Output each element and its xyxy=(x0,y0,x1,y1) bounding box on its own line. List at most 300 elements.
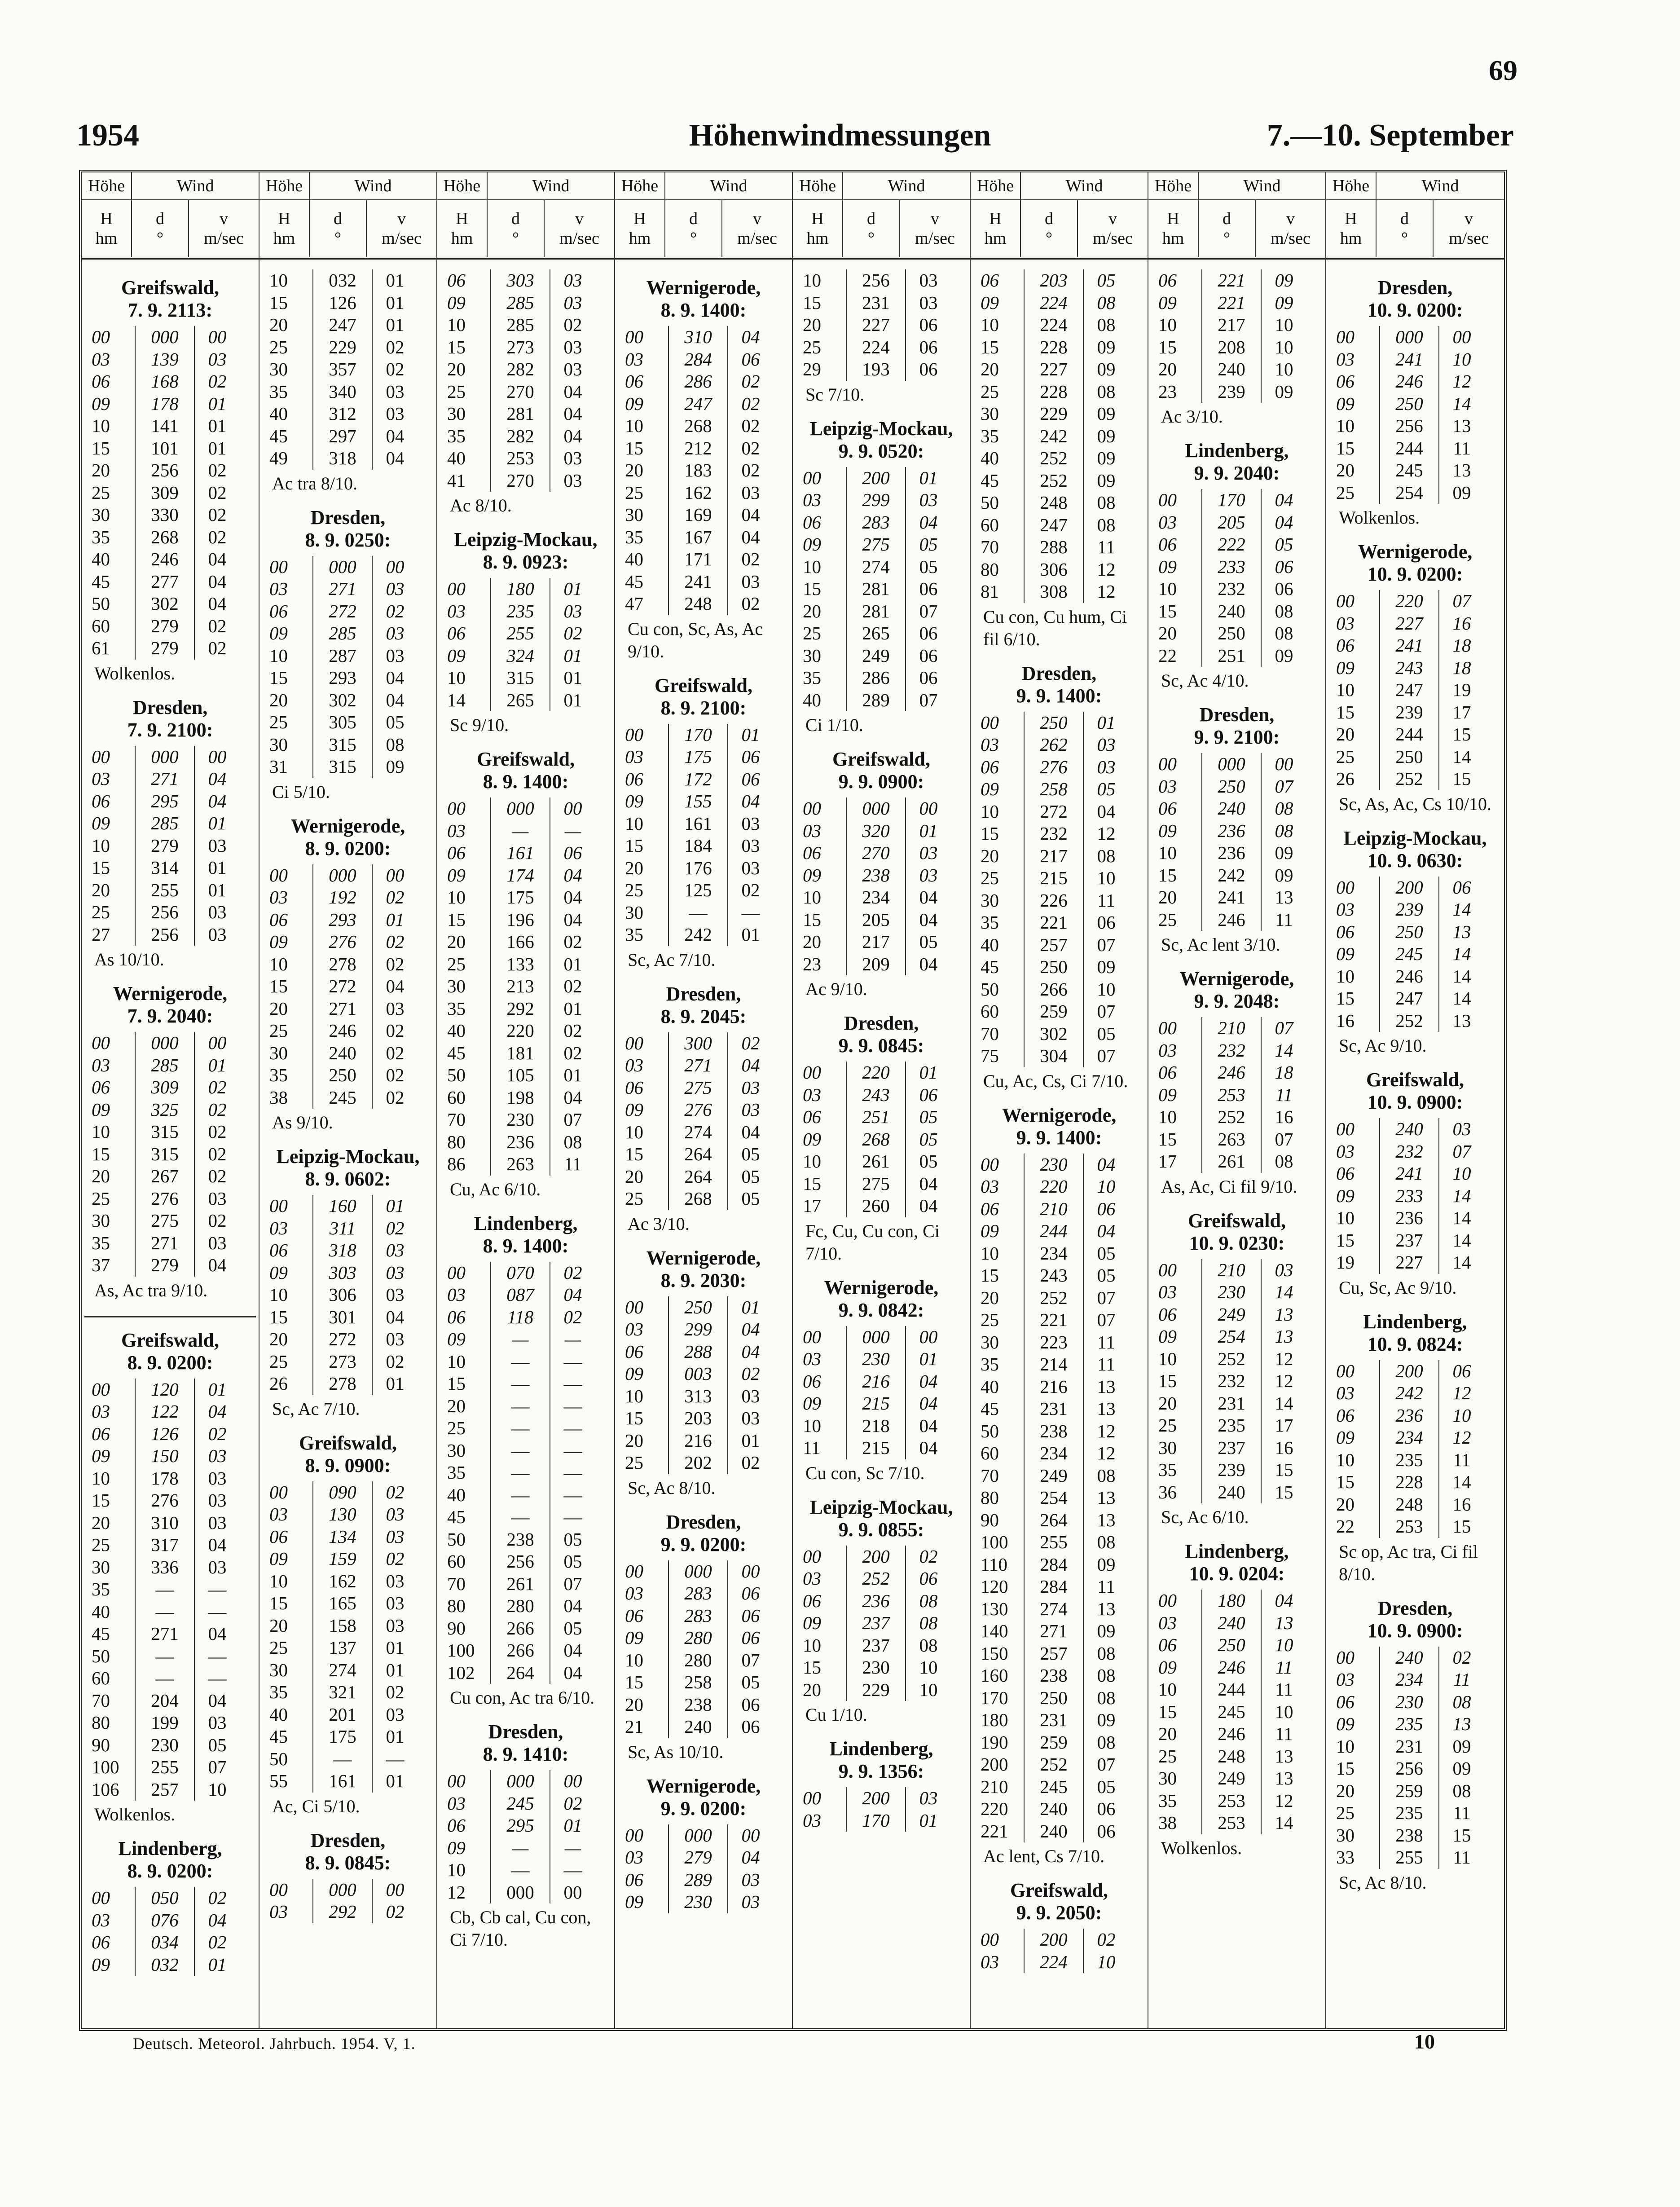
table-row xyxy=(90,1667,256,1690)
header-wind: Wind xyxy=(710,176,748,195)
height-cell: 03 xyxy=(1336,1141,1355,1162)
direction-cell: 231 xyxy=(1201,1392,1262,1415)
speed-cell: 10 xyxy=(1097,1951,1116,1972)
table-row xyxy=(801,292,967,314)
speed-cell: — xyxy=(563,1351,582,1372)
direction-cell: 268 xyxy=(668,415,728,437)
station-heading xyxy=(796,748,967,793)
table-row xyxy=(979,1798,1145,1820)
direction-cell: 165 xyxy=(312,1592,373,1615)
height-cell: 03 xyxy=(269,1504,288,1524)
table-row xyxy=(623,1869,789,1891)
measurement-rows xyxy=(445,797,611,1176)
height-cell: 75 xyxy=(981,1045,999,1066)
direction-cell: 315 xyxy=(312,756,373,778)
direction-cell: 266 xyxy=(490,1639,550,1662)
direction-cell: — xyxy=(135,1645,195,1668)
direction-cell: 265 xyxy=(490,689,550,712)
header-v-unit: m/sec xyxy=(915,229,955,248)
column-header xyxy=(793,172,970,260)
measurement-rows xyxy=(1334,590,1501,790)
height-cell: 60 xyxy=(981,514,999,535)
height-cell: 03 xyxy=(1158,775,1177,797)
direction-cell: 209 xyxy=(846,953,906,976)
speed-cell: 04 xyxy=(208,1255,227,1275)
table-row xyxy=(1334,612,1501,635)
station-date: 8. 9. 0200: xyxy=(127,1860,213,1882)
direction-cell: 267 xyxy=(135,1165,195,1188)
station-block xyxy=(1329,1311,1501,1586)
height-cell: 45 xyxy=(92,1623,110,1644)
table-row xyxy=(268,1659,434,1682)
speed-cell: 10 xyxy=(1275,336,1293,357)
footer-source: Deutsch. Meteorol. Jahrbuch. 1954. V, 1. xyxy=(133,2035,416,2053)
speed-cell: 18 xyxy=(1452,657,1471,678)
direction-cell: 249 xyxy=(846,645,906,667)
height-cell: 16 xyxy=(1336,1010,1355,1031)
station-block xyxy=(618,674,789,971)
height-cell: 25 xyxy=(981,381,999,402)
direction-cell: 243 xyxy=(1024,1264,1084,1287)
measurement-rows xyxy=(90,746,256,946)
table-row xyxy=(801,797,967,820)
height-cell: 00 xyxy=(625,1824,643,1846)
height-cell: 45 xyxy=(269,1726,288,1747)
direction-cell: — xyxy=(490,1462,550,1484)
height-cell: 09 xyxy=(269,1262,288,1283)
height-cell: 10 xyxy=(803,1151,821,1172)
station-date: 9. 9. 0900: xyxy=(838,771,924,793)
speed-cell: 04 xyxy=(386,976,405,996)
speed-cell: 14 xyxy=(1452,965,1471,987)
direction-cell: 321 xyxy=(312,1681,373,1704)
direction-cell: 280 xyxy=(490,1595,550,1617)
height-cell: 09 xyxy=(981,292,999,313)
table-row xyxy=(623,1694,789,1716)
header-hoehe: Höhe xyxy=(259,172,310,199)
table-row xyxy=(979,1220,1145,1242)
table-row xyxy=(1334,746,1501,768)
speed-cell: 04 xyxy=(208,549,227,569)
measurement-rows xyxy=(90,1032,256,1277)
height-cell: 06 xyxy=(1158,1062,1177,1083)
table-row xyxy=(979,1929,1145,1951)
height-cell: 00 xyxy=(447,1771,466,1791)
height-cell: 10 xyxy=(1158,1106,1177,1127)
table-row xyxy=(623,1318,789,1341)
table-row xyxy=(801,358,967,381)
height-cell: 20 xyxy=(92,1512,110,1533)
table-row xyxy=(1334,1736,1501,1758)
direction-cell: 000 xyxy=(135,326,195,348)
table-row xyxy=(1157,1062,1323,1084)
table-row xyxy=(979,425,1145,448)
speed-cell: 13 xyxy=(1275,1326,1293,1347)
speed-cell: 00 xyxy=(386,556,405,577)
measurement-rows xyxy=(801,1062,967,1217)
station-date: 9. 9. 1400: xyxy=(1016,1126,1102,1149)
station-heading xyxy=(1151,968,1323,1013)
table-row xyxy=(1334,1405,1501,1427)
cloud-note: Ci 5/10. xyxy=(272,781,330,802)
direction-cell: 236 xyxy=(490,1131,550,1154)
speed-cell: 05 xyxy=(919,931,938,952)
table-row xyxy=(801,842,967,864)
direction-cell: 228 xyxy=(1024,336,1084,359)
table-row xyxy=(445,998,611,1020)
table-row xyxy=(445,1881,611,1904)
height-cell: 25 xyxy=(1336,1802,1355,1823)
speed-cell: 13 xyxy=(1275,1304,1293,1325)
height-cell: 15 xyxy=(803,1657,821,1678)
direction-cell: 227 xyxy=(846,314,906,336)
direction-cell: 325 xyxy=(135,1099,195,1121)
table-row xyxy=(268,1064,434,1087)
direction-cell: 285 xyxy=(490,314,550,336)
direction-cell: 256 xyxy=(490,1551,550,1573)
header-wind: Wind xyxy=(354,176,392,195)
table-row xyxy=(445,689,611,712)
height-cell: 80 xyxy=(92,1712,110,1733)
table-row xyxy=(445,842,611,864)
station-heading xyxy=(618,674,789,719)
speed-cell: 14 xyxy=(1275,1282,1293,1302)
table-row xyxy=(268,358,434,381)
table-row xyxy=(90,1076,256,1099)
station-block xyxy=(440,529,611,736)
speed-cell: 14 xyxy=(1275,1040,1293,1061)
height-cell: 06 xyxy=(803,842,821,863)
speed-cell: 00 xyxy=(563,1881,582,1903)
table-row xyxy=(90,835,256,857)
direction-cell: — xyxy=(490,1417,550,1440)
height-cell: 03 xyxy=(1158,511,1177,533)
height-cell: 17 xyxy=(1158,1151,1177,1172)
header-h: H xyxy=(100,209,113,228)
speed-cell: 02 xyxy=(563,976,582,996)
height-cell: 09 xyxy=(1158,1084,1177,1105)
header-d: d xyxy=(156,209,164,228)
direction-cell: 000 xyxy=(490,797,550,820)
speed-cell: 02 xyxy=(386,1217,405,1238)
direction-cell: 224 xyxy=(846,336,906,359)
table-column xyxy=(82,172,259,2028)
table-row xyxy=(445,953,611,976)
speed-cell: 11 xyxy=(1275,1679,1293,1700)
table-row xyxy=(623,1560,789,1583)
header-d-unit: ° xyxy=(867,229,875,248)
speed-cell: 00 xyxy=(1452,326,1471,347)
speed-cell: 03 xyxy=(919,1788,938,1808)
direction-cell: 221 xyxy=(1201,292,1262,314)
speed-cell: 04 xyxy=(741,1055,760,1075)
speed-cell: 12 xyxy=(1452,1427,1471,1448)
height-cell: 10 xyxy=(803,1634,821,1656)
station-name: Greifswald, xyxy=(655,674,752,696)
header-v: v xyxy=(1465,209,1473,228)
speed-cell: 05 xyxy=(386,712,405,732)
direction-cell: 230 xyxy=(846,1656,906,1679)
speed-cell: 04 xyxy=(1097,801,1116,822)
speed-cell: 17 xyxy=(1452,701,1471,722)
height-cell: 25 xyxy=(625,1188,643,1209)
speed-cell: 16 xyxy=(1275,1437,1293,1458)
speed-cell: 01 xyxy=(563,953,582,974)
station-block xyxy=(262,269,434,495)
header-v: v xyxy=(1108,209,1117,228)
table-row xyxy=(1157,269,1323,292)
header-h-unit: hm xyxy=(451,229,473,248)
station-name: Wernigerode, xyxy=(1179,968,1294,990)
height-cell: 06 xyxy=(981,270,999,291)
speed-cell: 19 xyxy=(1452,679,1471,700)
speed-cell: 02 xyxy=(208,1166,227,1186)
header-hoehe: Höhe xyxy=(615,172,665,199)
direction-cell: 232 xyxy=(1024,823,1084,845)
height-cell: 10 xyxy=(803,887,821,907)
speed-cell: 01 xyxy=(386,292,405,313)
table-row xyxy=(1334,921,1501,943)
direction-cell: 244 xyxy=(1379,723,1439,746)
station-name: Greifswald, xyxy=(477,748,575,770)
speed-cell: 04 xyxy=(919,1393,938,1414)
table-row xyxy=(1334,1758,1501,1780)
direction-cell: 271 xyxy=(135,768,195,790)
height-cell: 10 xyxy=(1336,1207,1355,1228)
header-h-unit: hm xyxy=(806,229,829,248)
speed-cell: 07 xyxy=(741,1649,760,1670)
direction-cell: 245 xyxy=(312,1087,373,1109)
direction-cell: 283 xyxy=(668,1605,728,1627)
table-column xyxy=(615,172,793,2028)
height-cell: 12 xyxy=(447,1881,466,1903)
table-row xyxy=(90,768,256,790)
speed-cell: 14 xyxy=(1452,988,1471,1009)
speed-cell: 01 xyxy=(208,1954,227,1975)
direction-cell: 292 xyxy=(490,998,550,1020)
direction-cell: 235 xyxy=(1379,1449,1439,1471)
table-row xyxy=(623,348,789,371)
header-v: v xyxy=(575,209,584,228)
direction-cell: 289 xyxy=(668,1869,728,1891)
station-block xyxy=(618,1775,789,1913)
speed-cell: 10 xyxy=(208,1779,227,1800)
table-row xyxy=(90,1445,256,1467)
direction-cell: 252 xyxy=(1201,1348,1262,1370)
station-date: 9. 9. 2048: xyxy=(1194,990,1280,1012)
speed-cell: 02 xyxy=(208,371,227,392)
table-row xyxy=(979,1465,1145,1487)
direction-cell: 000 xyxy=(1201,753,1262,775)
direction-cell: 313 xyxy=(668,1385,728,1408)
speed-cell: 05 xyxy=(919,1128,938,1150)
measurement-rows xyxy=(445,578,611,711)
station-name: Lindenberg, xyxy=(118,1837,222,1859)
table-row xyxy=(801,1326,967,1348)
station-name: Greifswald, xyxy=(299,1432,397,1454)
height-cell: 09 xyxy=(981,1220,999,1241)
height-cell: 10 xyxy=(981,314,999,335)
height-cell: 03 xyxy=(92,348,110,370)
table-row xyxy=(445,1484,611,1507)
station-date: 8. 9. 2045: xyxy=(660,1005,747,1027)
speed-cell: 09 xyxy=(1452,482,1471,503)
direction-cell: 268 xyxy=(846,1128,906,1151)
height-cell: 06 xyxy=(92,1423,110,1444)
speed-cell: 03 xyxy=(563,292,582,313)
header-d-unit: ° xyxy=(1223,229,1231,248)
height-cell: 09 xyxy=(625,1363,643,1384)
table-row xyxy=(90,1712,256,1734)
table-row xyxy=(979,492,1145,514)
measurement-rows xyxy=(90,1379,256,1801)
cloud-note: Cu con, Sc 7/10. xyxy=(805,1463,925,1483)
direction-cell: 247 xyxy=(1379,987,1439,1010)
table-row xyxy=(979,1598,1145,1621)
direction-cell: 257 xyxy=(1024,934,1084,956)
table-row xyxy=(623,1054,789,1077)
speed-cell: 09 xyxy=(1097,403,1116,424)
speed-cell: 01 xyxy=(563,689,582,710)
height-cell: 25 xyxy=(803,623,821,643)
table-row xyxy=(1157,645,1323,667)
speed-cell: 08 xyxy=(1275,820,1293,841)
direction-cell: 130 xyxy=(312,1503,373,1526)
table-row xyxy=(445,667,611,689)
station-block xyxy=(440,1212,611,1709)
station-date: 9. 9. 0520: xyxy=(838,440,924,462)
height-cell: 03 xyxy=(447,1284,466,1305)
direction-cell: 223 xyxy=(1024,1331,1084,1354)
direction-cell: 271 xyxy=(1024,1620,1084,1643)
speed-cell: 04 xyxy=(919,1415,938,1436)
direction-cell: 231 xyxy=(846,292,906,314)
speed-cell: 05 xyxy=(563,1617,582,1639)
direction-cell: 280 xyxy=(668,1627,728,1649)
height-cell: 00 xyxy=(1158,1018,1177,1038)
speed-cell: 09 xyxy=(1097,1709,1116,1730)
station-date: 8. 9. 0602: xyxy=(305,1168,391,1190)
column-header xyxy=(971,172,1148,260)
station-heading xyxy=(440,748,611,793)
table-row xyxy=(1334,1427,1501,1449)
direction-cell: 240 xyxy=(1379,1647,1439,1669)
height-cell: 00 xyxy=(803,1062,821,1083)
direction-cell: 253 xyxy=(1201,1812,1262,1834)
direction-cell: 246 xyxy=(312,1020,373,1042)
table-row xyxy=(801,689,967,712)
table-row xyxy=(268,909,434,931)
table-row xyxy=(90,924,256,946)
direction-cell: 259 xyxy=(1024,1000,1084,1023)
height-cell: 50 xyxy=(447,1529,466,1550)
speed-cell: 11 xyxy=(1097,1576,1115,1597)
direction-cell: 310 xyxy=(668,326,728,348)
speed-cell: 01 xyxy=(563,667,582,688)
direction-cell: 251 xyxy=(1201,645,1262,667)
height-cell: 09 xyxy=(1158,556,1177,577)
speed-cell: 03 xyxy=(208,1490,227,1511)
speed-cell: 13 xyxy=(1275,887,1293,907)
height-cell: 09 xyxy=(1158,1326,1177,1347)
height-cell: 03 xyxy=(803,820,821,841)
height-cell: 25 xyxy=(1158,909,1177,930)
table-row xyxy=(445,358,611,381)
height-cell: 10 xyxy=(92,1467,110,1489)
height-cell: 10 xyxy=(1336,1449,1355,1470)
direction-cell: 050 xyxy=(135,1887,195,1909)
table-row xyxy=(801,909,967,931)
table-row xyxy=(801,1590,967,1612)
direction-cell: 340 xyxy=(312,381,373,403)
height-cell: 06 xyxy=(981,1198,999,1219)
speed-cell: 01 xyxy=(208,415,227,436)
speed-cell: 02 xyxy=(741,371,760,392)
height-cell: 03 xyxy=(1336,1669,1355,1690)
table-row xyxy=(801,600,967,623)
table-row xyxy=(445,425,611,448)
table-row xyxy=(979,1287,1145,1309)
speed-cell: 05 xyxy=(741,1188,760,1209)
table-row xyxy=(1334,1802,1501,1824)
column-header xyxy=(82,172,259,260)
speed-cell: 08 xyxy=(1097,845,1116,866)
height-cell: 40 xyxy=(447,448,466,468)
direction-cell: 118 xyxy=(490,1306,550,1329)
speed-cell: — xyxy=(563,1507,582,1527)
speed-cell: 03 xyxy=(386,1593,405,1613)
direction-cell: 236 xyxy=(1379,1207,1439,1229)
speed-cell: 02 xyxy=(563,1306,582,1327)
height-cell: 03 xyxy=(981,734,999,755)
measurement-rows xyxy=(1157,1259,1323,1504)
speed-cell: 06 xyxy=(1097,1798,1116,1819)
height-cell: 09 xyxy=(447,1329,466,1349)
table-row xyxy=(90,1909,256,1932)
speed-cell: 15 xyxy=(1452,1516,1471,1537)
height-cell: 33 xyxy=(1336,1847,1355,1868)
direction-cell: 275 xyxy=(668,1077,728,1099)
height-cell: 06 xyxy=(1336,635,1355,656)
table-row xyxy=(1157,1106,1323,1128)
table-row xyxy=(979,1509,1145,1532)
height-cell: 25 xyxy=(625,482,643,503)
header-h: H xyxy=(1167,209,1179,228)
table-row xyxy=(90,1556,256,1579)
direction-cell: 245 xyxy=(1024,1776,1084,1798)
height-cell: 60 xyxy=(981,1001,999,1022)
header-d: d xyxy=(689,209,698,228)
direction-cell: 224 xyxy=(1024,314,1084,336)
height-cell: 35 xyxy=(803,667,821,688)
table-row xyxy=(1157,336,1323,359)
measurement-rows xyxy=(979,1929,1145,1973)
speed-cell: 09 xyxy=(1275,270,1293,291)
speed-cell: 08 xyxy=(1097,1532,1116,1552)
measurement-rows xyxy=(623,1824,789,1913)
speed-cell: 03 xyxy=(386,1704,405,1725)
speed-cell: 06 xyxy=(1452,877,1471,898)
table-row xyxy=(979,978,1145,1001)
header-h-unit: hm xyxy=(95,229,118,248)
height-cell: 35 xyxy=(981,425,999,446)
speed-cell: 03 xyxy=(386,381,405,402)
height-cell: 22 xyxy=(1158,645,1177,666)
speed-cell: 01 xyxy=(386,314,405,335)
table-row xyxy=(623,571,789,593)
table-row xyxy=(268,667,434,689)
table-row xyxy=(90,1423,256,1445)
